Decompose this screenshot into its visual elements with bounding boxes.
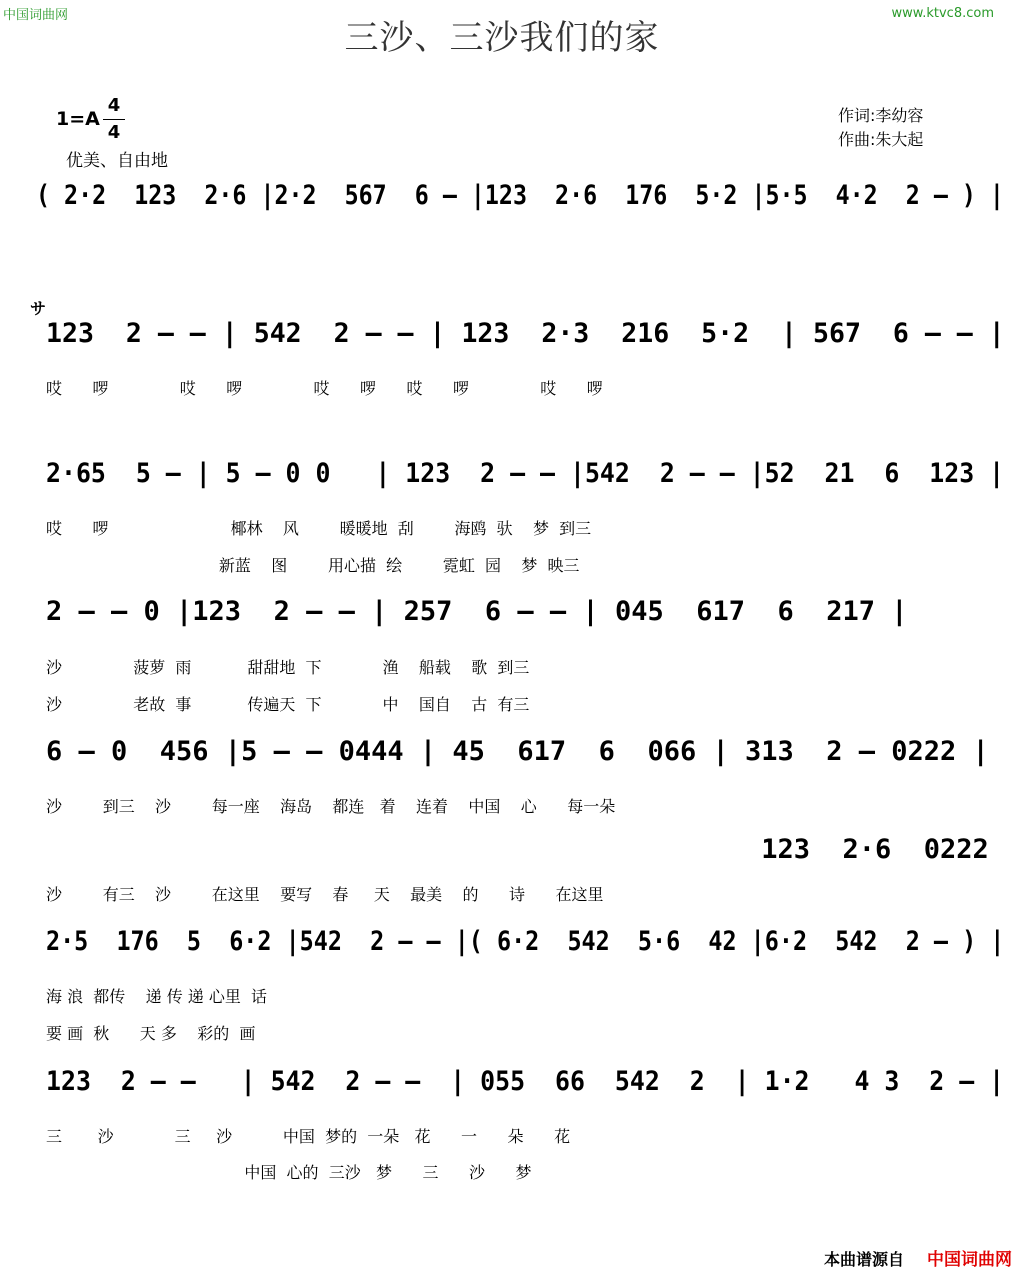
lyric-line-4b: 沙 老故 事 传遍天 下 中 国自 古 有三	[46, 695, 530, 714]
staff-line-7: 2·5 176 5 6·2 |542 2 – – |( 6·2 542 5·6 42 |6·2 542 2 – ) |	[46, 926, 1005, 957]
staff-line-8: 123 2 – – | 542 2 – – | 055 66 542 2 | 1·2 4 3 2 – |	[46, 1066, 1005, 1097]
time-signature-top: 4	[107, 95, 121, 116]
staff-line-2: 123 2 – – | 542 2 – – | 123 2·3 216 5·2 | 567 6 – – |	[46, 318, 1005, 349]
lyric-line-3a: 哎 啰 椰林 风 暖暖地 刮 海鸥 驮 梦 到三	[46, 519, 592, 538]
time-signature-bar	[103, 119, 125, 120]
lyric-line-8b: 中国 心的 三沙 梦 三 沙 梦	[46, 1163, 532, 1182]
lyric-line-6a: 沙 有三 沙 在这里 要写 春 天 最美 的 诗 在这里	[46, 885, 604, 904]
staff-line-6: 123 2·6 0222	[46, 834, 989, 865]
footer-source: 本曲谱源自	[823, 1250, 904, 1269]
lyric-line-5a: 沙 到三 沙 每一座 海岛 都连 着 连着 中国 心 每一朵	[46, 797, 616, 816]
staff-line-1: ( 2·2 123 2·6 |2·2 567 6 – |123 2·6 176 5·2 |5·5 4·2 2 – ) |	[36, 180, 1004, 211]
key-signature: 1=A	[56, 108, 100, 130]
composer: 作曲:朱大起	[838, 130, 924, 149]
credits	[838, 104, 923, 152]
lyric-line-3b: 新蓝 图 用心描 绘 霓虹 园 梦 映三	[46, 556, 580, 575]
lyric-line-7a: 海 浪 都传 递 传 递 心里 话	[46, 987, 268, 1006]
staff-line-5: 6 – 0 456 |5 – – 0444 | 45 617 6 066 | 313 2 – 0222 |	[46, 736, 989, 767]
staff-line-3: 2·65 5 – | 5 – 0 0 | 123 2 – – |542 2 – – |52 21 6 123 |	[46, 458, 1005, 489]
score-title: 三沙、三沙我们的家	[344, 18, 660, 58]
footer-brand: 中国词曲网	[927, 1250, 1012, 1270]
lyric-line-8a: 三 沙 三 沙 中国 梦的 一朵 花 一 朵 花	[46, 1127, 571, 1146]
time-signature-bottom: 4	[107, 122, 121, 143]
lyric-line-4a: 沙 菠萝 雨 甜甜地 下 渔 船载 歌 到三	[46, 658, 530, 677]
lyric-line-7b: 要 画 秋 天 多 彩的 画	[46, 1024, 256, 1043]
lyric-line-2a: 哎 啰 哎 啰 哎 啰 哎 啰 哎 啰	[46, 379, 603, 398]
site-brand-left: 中国词曲网	[3, 8, 69, 23]
time-signature	[103, 94, 125, 145]
lyricist: 作词:李幼容	[838, 106, 924, 125]
site-url: www.ktvc8.com	[891, 6, 994, 21]
fermata-sign: サ	[30, 299, 47, 318]
staff-line-4: 2 – – 0 |123 2 – – | 257 6 – – | 045 617 6 217 |	[46, 596, 908, 627]
tempo-marking: 优美、自由地	[66, 151, 168, 171]
